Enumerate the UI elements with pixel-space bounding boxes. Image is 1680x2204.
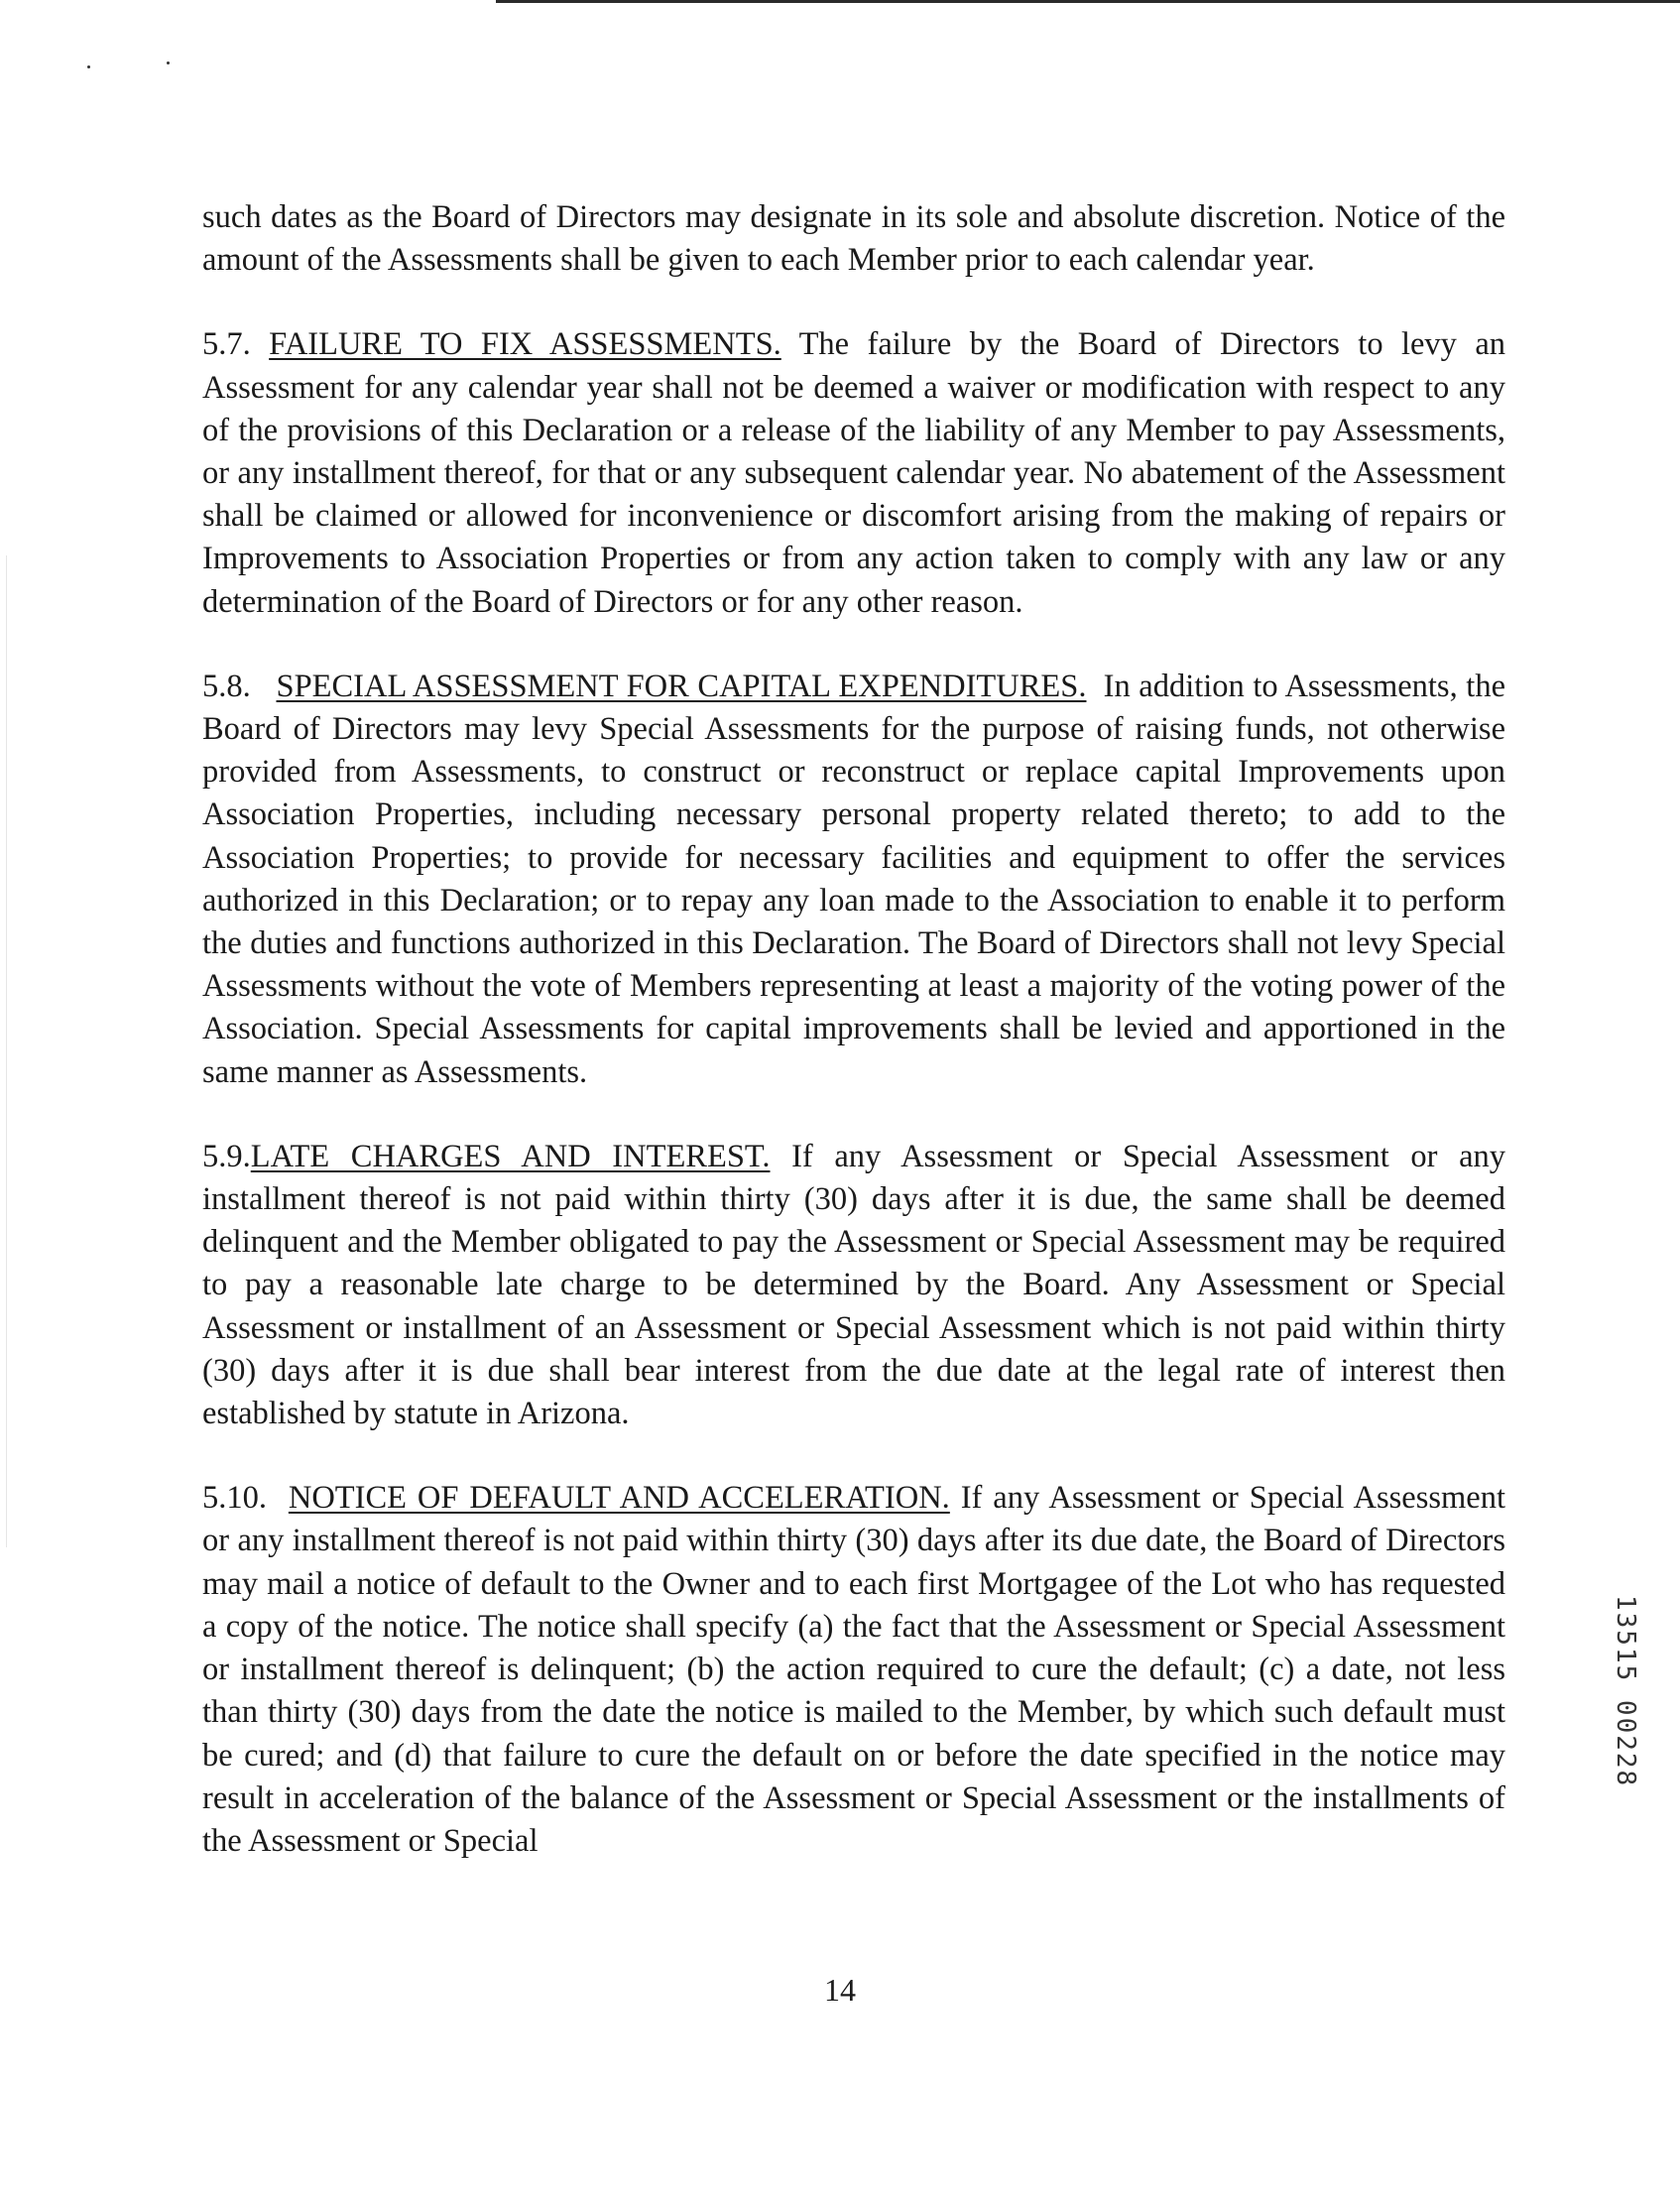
section-number: 5.9.	[202, 1138, 251, 1174]
section-heading: SPECIAL ASSESSMENT FOR CAPITAL EXPENDITURES.	[276, 668, 1087, 704]
section-heading: NOTICE OF DEFAULT AND ACCELERATION.	[288, 1480, 950, 1517]
section-number: 5.8.	[202, 668, 251, 704]
paragraph-text: If any Assessment or Special Assessment or any installment thereof is not paid within thirty (30) days after it is due, the same shall be deemed delinquent and the Member obligated to pay the Assessment or Special Assessment may be required to pay a reasonable late charge to be determined by the Board. Any Assessment or Special Assessment or installment of an Assessment or Special Assessment which is not paid within thirty (30) days after it is due shall bear interest from the due date at the legal rate of interest then established by statute in Arizona.	[202, 1138, 1506, 1432]
recording-stamp: 13515 00228	[1611, 1595, 1640, 1788]
page-number: 14	[824, 1972, 856, 2008]
section-5-7	[202, 323, 1505, 623]
paragraph-continuation	[202, 196, 1505, 282]
scan-speck	[167, 61, 170, 64]
section-heading: LATE CHARGES AND INTEREST.	[250, 1138, 771, 1174]
section-heading: FAILURE TO FIX ASSESSMENTS.	[269, 326, 781, 363]
section-5-10	[202, 1477, 1505, 1863]
section-number: 5.10.	[202, 1480, 267, 1517]
section-5-9	[202, 1136, 1505, 1435]
section-5-8	[202, 666, 1505, 1094]
top-scan-edge	[496, 0, 1680, 3]
paragraph-text: If any Assessment or Special Assessment or any installment thereof is not paid within thirty (30) days after its due date, the Board of Directors may mail a notice of default to the Owner and to each first Mortgagee of the Lot who has requested a copy of the notice. The notice shall specify (a) the fact that the Assessment or Special Assessment or installment thereof is delinquent; (b) the action required to cure the default; (c) a date, not less than thirty (30) days from the date the notice is mailed to the Member, by which such default must be cured; and (d) that failure to cure the default on or before the date specified in the notice may result in acceleration of the balance of the Assessment or Special Assessment or the installments of the Assessment or Special	[202, 1480, 1506, 1859]
document-body	[202, 196, 1505, 1863]
paragraph-text: such dates as the Board of Directors may designate in its sole and absolute discretion. Notice of the amount of the Assessments shall be given to each Member prior to each calendar year.	[202, 199, 1505, 279]
section-number: 5.7.	[202, 326, 251, 363]
paragraph-text: In addition to Assessments, the Board of Directors may levy Special Assessments for the purpose of raising funds, not otherwise provided from Assessments, to construct or reconstruct or replace capital Improvements upon Association Properties, including necessary personal property related thereto; to add to the Association Properties; to provide for necessary facilities and equipment to offer the services authorized in this Declaration; or to repay any loan made to the Association to enable it to perform the duties and functions authorized in this Declaration. The Board of Directors shall not levy Special Assessments without the vote of Members representing at least a majority of the voting power of the Association. Special Assessments for capital improvements shall be levied and apportioned in the same manner as Assessments.	[202, 668, 1505, 1090]
paragraph-text: The failure by the Board of Directors to levy an Assessment for any calendar year shall not be deemed a waiver or modification with respect to any of the provisions of this Declaration or a release of the liability of any Member to pay Assessments, or any installment thereof, for that or any subsequent calendar year. No abatement of the Assessment shall be claimed or allowed for inconvenience or discomfort arising from the making of repairs or Improvements to Association Properties or from any action taken to comply with any law or any determination of the Board of Directors or for any other reason.	[202, 326, 1505, 620]
scan-speck	[87, 65, 90, 68]
left-scan-edge	[6, 555, 7, 1547]
